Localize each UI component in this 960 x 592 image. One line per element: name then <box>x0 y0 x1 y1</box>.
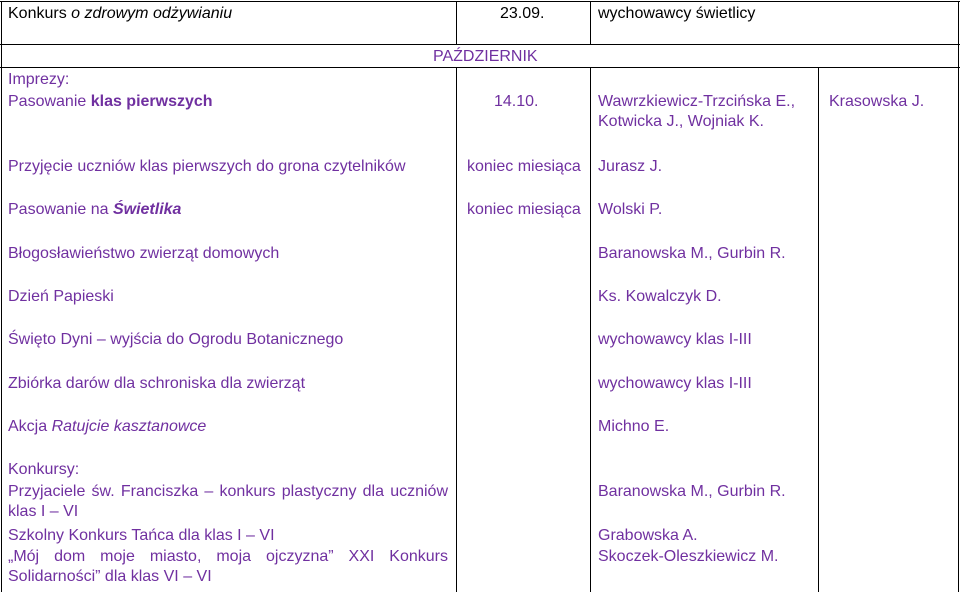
table-border-top <box>0 1 960 2</box>
table-border-right <box>958 1 959 592</box>
event-name-bold: klas pierwszych <box>90 93 213 110</box>
contest-responsible: Baranowska M., Gurbin R. <box>598 483 786 500</box>
event-responsible: Ks. Kowalczyk D. <box>598 288 722 305</box>
row-divider <box>0 44 960 45</box>
event-name: Zbiórka darów dla schroniska dla zwierząt <box>8 375 306 392</box>
events-section-heading: Imprezy: <box>8 71 70 88</box>
event-name-text: Konkurs <box>8 5 72 22</box>
event-name-text: Akcja <box>8 418 52 435</box>
event-responsible: Kotwicka J., Wojniak K. <box>598 113 764 130</box>
month-divider <box>0 67 960 68</box>
contest-name: Szkolny Konkurs Tańca dla klas I – VI <box>8 527 275 544</box>
event-name-italic: o zdrowym odżywianiu <box>71 5 233 22</box>
col-divider-coordinator <box>818 67 819 592</box>
contest-responsible: Grabowska A. <box>598 527 698 544</box>
event-responsible: Wolski P. <box>598 201 663 218</box>
contest-name-continued: Solidarności” dla klas VI – VI <box>8 568 212 585</box>
event-name-text: Pasowanie <box>8 93 91 110</box>
event-name: Przyjęcie uczniów klas pierwszych do grona czytelników <box>8 158 406 175</box>
event-name <box>8 418 206 436</box>
event-name: Święto Dyni – wyjścia do Ogrodu Botanicznego <box>8 331 344 348</box>
event-name <box>8 5 232 23</box>
contest-name: „Mój dom moje miasto, moja ojczyzna” XXI Konkurs <box>8 548 448 565</box>
event-name-bold-italic: Świetlika <box>112 201 182 218</box>
contest-name-continued: klas I – VI <box>8 503 79 520</box>
col-divider-responsible <box>590 67 591 592</box>
event-name <box>8 201 181 219</box>
event-name: Błogosławieństwo zwierząt domowych <box>8 245 280 262</box>
contests-section-heading: Konkursy: <box>8 461 80 478</box>
event-date: 23.09. <box>500 5 545 22</box>
event-responsible: Jurasz J. <box>598 158 663 175</box>
event-responsible: Michno E. <box>598 418 670 435</box>
contest-name: Przyjaciele św. Franciszka – konkurs plastyczny dla uczniów <box>8 483 448 500</box>
col-divider-date <box>456 67 457 592</box>
col-divider-date <box>456 1 457 44</box>
table-border-left <box>1 1 2 592</box>
contest-responsible: Skoczek-Oleszkiewicz M. <box>598 548 779 565</box>
event-coordinator: Krasowska J. <box>829 93 925 110</box>
month-heading: PAŹDZIERNIK <box>433 48 538 65</box>
event-date: koniec miesiąca <box>467 201 581 218</box>
event-responsible: wychowawcy klas I-III <box>598 375 752 392</box>
event-date: 14.10. <box>494 93 539 110</box>
event-responsible: wychowawcy świetlicy <box>598 5 756 22</box>
col-divider-responsible <box>590 1 591 44</box>
event-responsible: Wawrzkiewicz-Trzcińska E., <box>598 93 796 110</box>
event-name-italic: Ratujcie kasztanowce <box>51 418 207 435</box>
event-name <box>8 93 213 111</box>
event-name: Dzień Papieski <box>8 288 114 305</box>
event-date: koniec miesiąca <box>467 158 581 175</box>
event-responsible: Baranowska M., Gurbin R. <box>598 245 786 262</box>
event-responsible: wychowawcy klas I-III <box>598 331 752 348</box>
event-name-text: Pasowanie na <box>8 201 113 218</box>
